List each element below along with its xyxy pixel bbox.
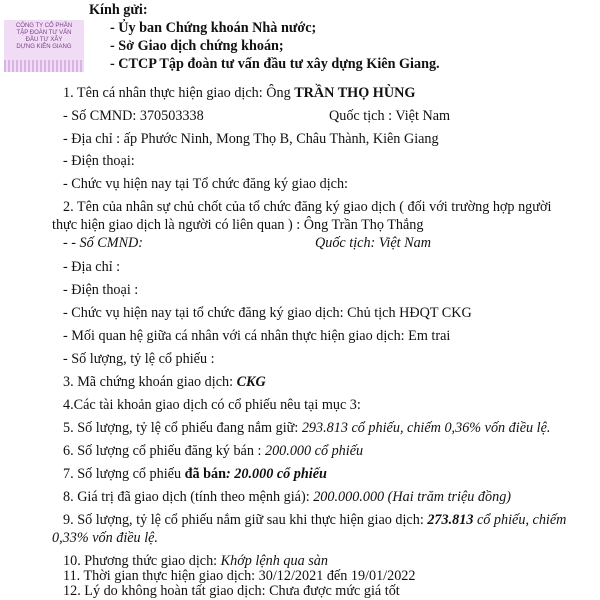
item-4: 4.Các tài khoản giao dịch có cổ phiếu nêu tại mục 3: <box>63 397 361 413</box>
item-8-value: 200.000.000 (Hai trăm triệu đồng) <box>313 489 512 505</box>
s1-address: - Địa chỉ : ấp Phước Ninh, Mong Thọ B, Châu Thành, Kiên Giang <box>63 131 439 147</box>
item-5 <box>63 420 550 437</box>
item-10-value: Khớp lệnh qua sàn <box>220 553 328 569</box>
recipient-1: - Ủy ban Chứng khoán Nhà nước; <box>110 20 317 36</box>
item-9 <box>63 512 566 529</box>
item-3-value: CKG <box>236 374 266 390</box>
s1-position: - Chức vụ hiện nay tại Tổ chức đăng ký giao dịch: <box>63 176 349 192</box>
s2-phone: - Điện thoại : <box>63 282 139 298</box>
item-6 <box>63 443 363 460</box>
greeting: Kính gửi: <box>89 2 148 18</box>
stamp-line: DỰNG KIÊN GIANG <box>16 44 72 50</box>
item-6-label: 6. Số lượng cổ phiếu đăng ký bán : <box>63 443 265 459</box>
s1-nationality: Quốc tịch : Việt Nam <box>329 108 451 124</box>
item-7 <box>63 466 327 483</box>
recipient-2: - Sở Giao dịch chứng khoán; <box>110 38 284 54</box>
item-10-label: 10. Phương thức giao dịch: <box>63 553 221 569</box>
s2-cmnd <box>63 235 143 252</box>
item-9-label: 9. Số lượng, tỷ lệ cổ phiếu nắm giữ sau khi thực hiện giao dịch: <box>63 512 428 528</box>
s1-name-value: TRẦN THỌ HÙNG <box>294 85 416 101</box>
item-7-bold: đã bán <box>184 466 226 482</box>
stamp-barcode <box>4 60 84 72</box>
s2-position: - Chức vụ hiện nay tại tổ chức đăng ký giao dịch: Chủ tịch HĐQT CKG <box>63 305 472 321</box>
item-5-value: 293.813 cổ phiếu, chiếm 0,36% vốn điều lệ. <box>301 420 551 436</box>
s2-intro-1: 2. Tên của nhân sự chủ chốt của tổ chức đăng ký giao dịch ( đối với trường hợp người <box>63 199 552 215</box>
stamp-line: TẬP ĐOÀN TƯ VẤN <box>16 30 72 36</box>
item-11: 11. Thời gian thực hiện giao dịch: 30/12/2021 đến 19/01/2022 <box>63 568 416 584</box>
s2-relationship: - Mối quan hệ giữa cá nhân với cá nhân thực hiện giao dịch: Em trai <box>63 328 451 344</box>
item-6-value: 200.000 cổ phiếu <box>264 443 364 459</box>
item-7-label: 7. Số lượng cổ phiếu <box>63 466 185 482</box>
item-3 <box>63 374 266 391</box>
s2-quantity: - Số lượng, tỷ lệ cổ phiếu : <box>63 351 215 367</box>
s1-name-label: 1. Tên cá nhân thực hiện giao dịch: Ông <box>63 85 295 101</box>
s1-cmnd: - Số CMND: 370503338 <box>63 108 204 124</box>
s2-nationality: Quốc tịch: Việt Nam <box>315 235 431 251</box>
s2-cmnd-label: - Số CMND: <box>71 235 144 251</box>
s2-address: - Địa chỉ : <box>63 259 121 275</box>
s1-phone: - Điện thoại: <box>63 153 135 169</box>
stamp-line: ĐẦU TƯ XÂY <box>25 37 63 43</box>
item-8 <box>63 489 511 506</box>
item-7-value: : 20.000 cổ phiếu <box>226 466 327 482</box>
item-9-value-bold: 273.813 <box>427 512 474 528</box>
company-stamp <box>4 20 84 72</box>
s2-cmnd-dash: - <box>63 235 72 251</box>
item-8-label: 8. Giá trị đã giao dịch (tính theo mệnh giá): <box>63 489 314 505</box>
item-9-line2: 0,33% vốn điều lệ. <box>52 530 158 546</box>
recipient-3: - CTCP Tập đoàn tư vấn đầu tư xây dựng Kiên Giang. <box>110 56 440 72</box>
item-9-value-rest: cổ phiếu, chiếm <box>473 512 567 528</box>
s2-intro-2: thực hiện giao dịch là người có liên quan ) : Ông Trần Thọ Thắng <box>52 217 424 233</box>
item-3-label: 3. Mã chứng khoán giao dịch: <box>63 374 237 390</box>
item-12: 12. Lý do không hoàn tất giao dịch: Chưa được mức giá tốt <box>63 583 400 599</box>
item-5-label: 5. Số lượng, tỷ lệ cổ phiếu đang nắm giữ: <box>63 420 302 436</box>
stamp-line: CÔNG TY CỔ PHẦN <box>15 23 73 29</box>
s1-name-line <box>63 85 415 102</box>
